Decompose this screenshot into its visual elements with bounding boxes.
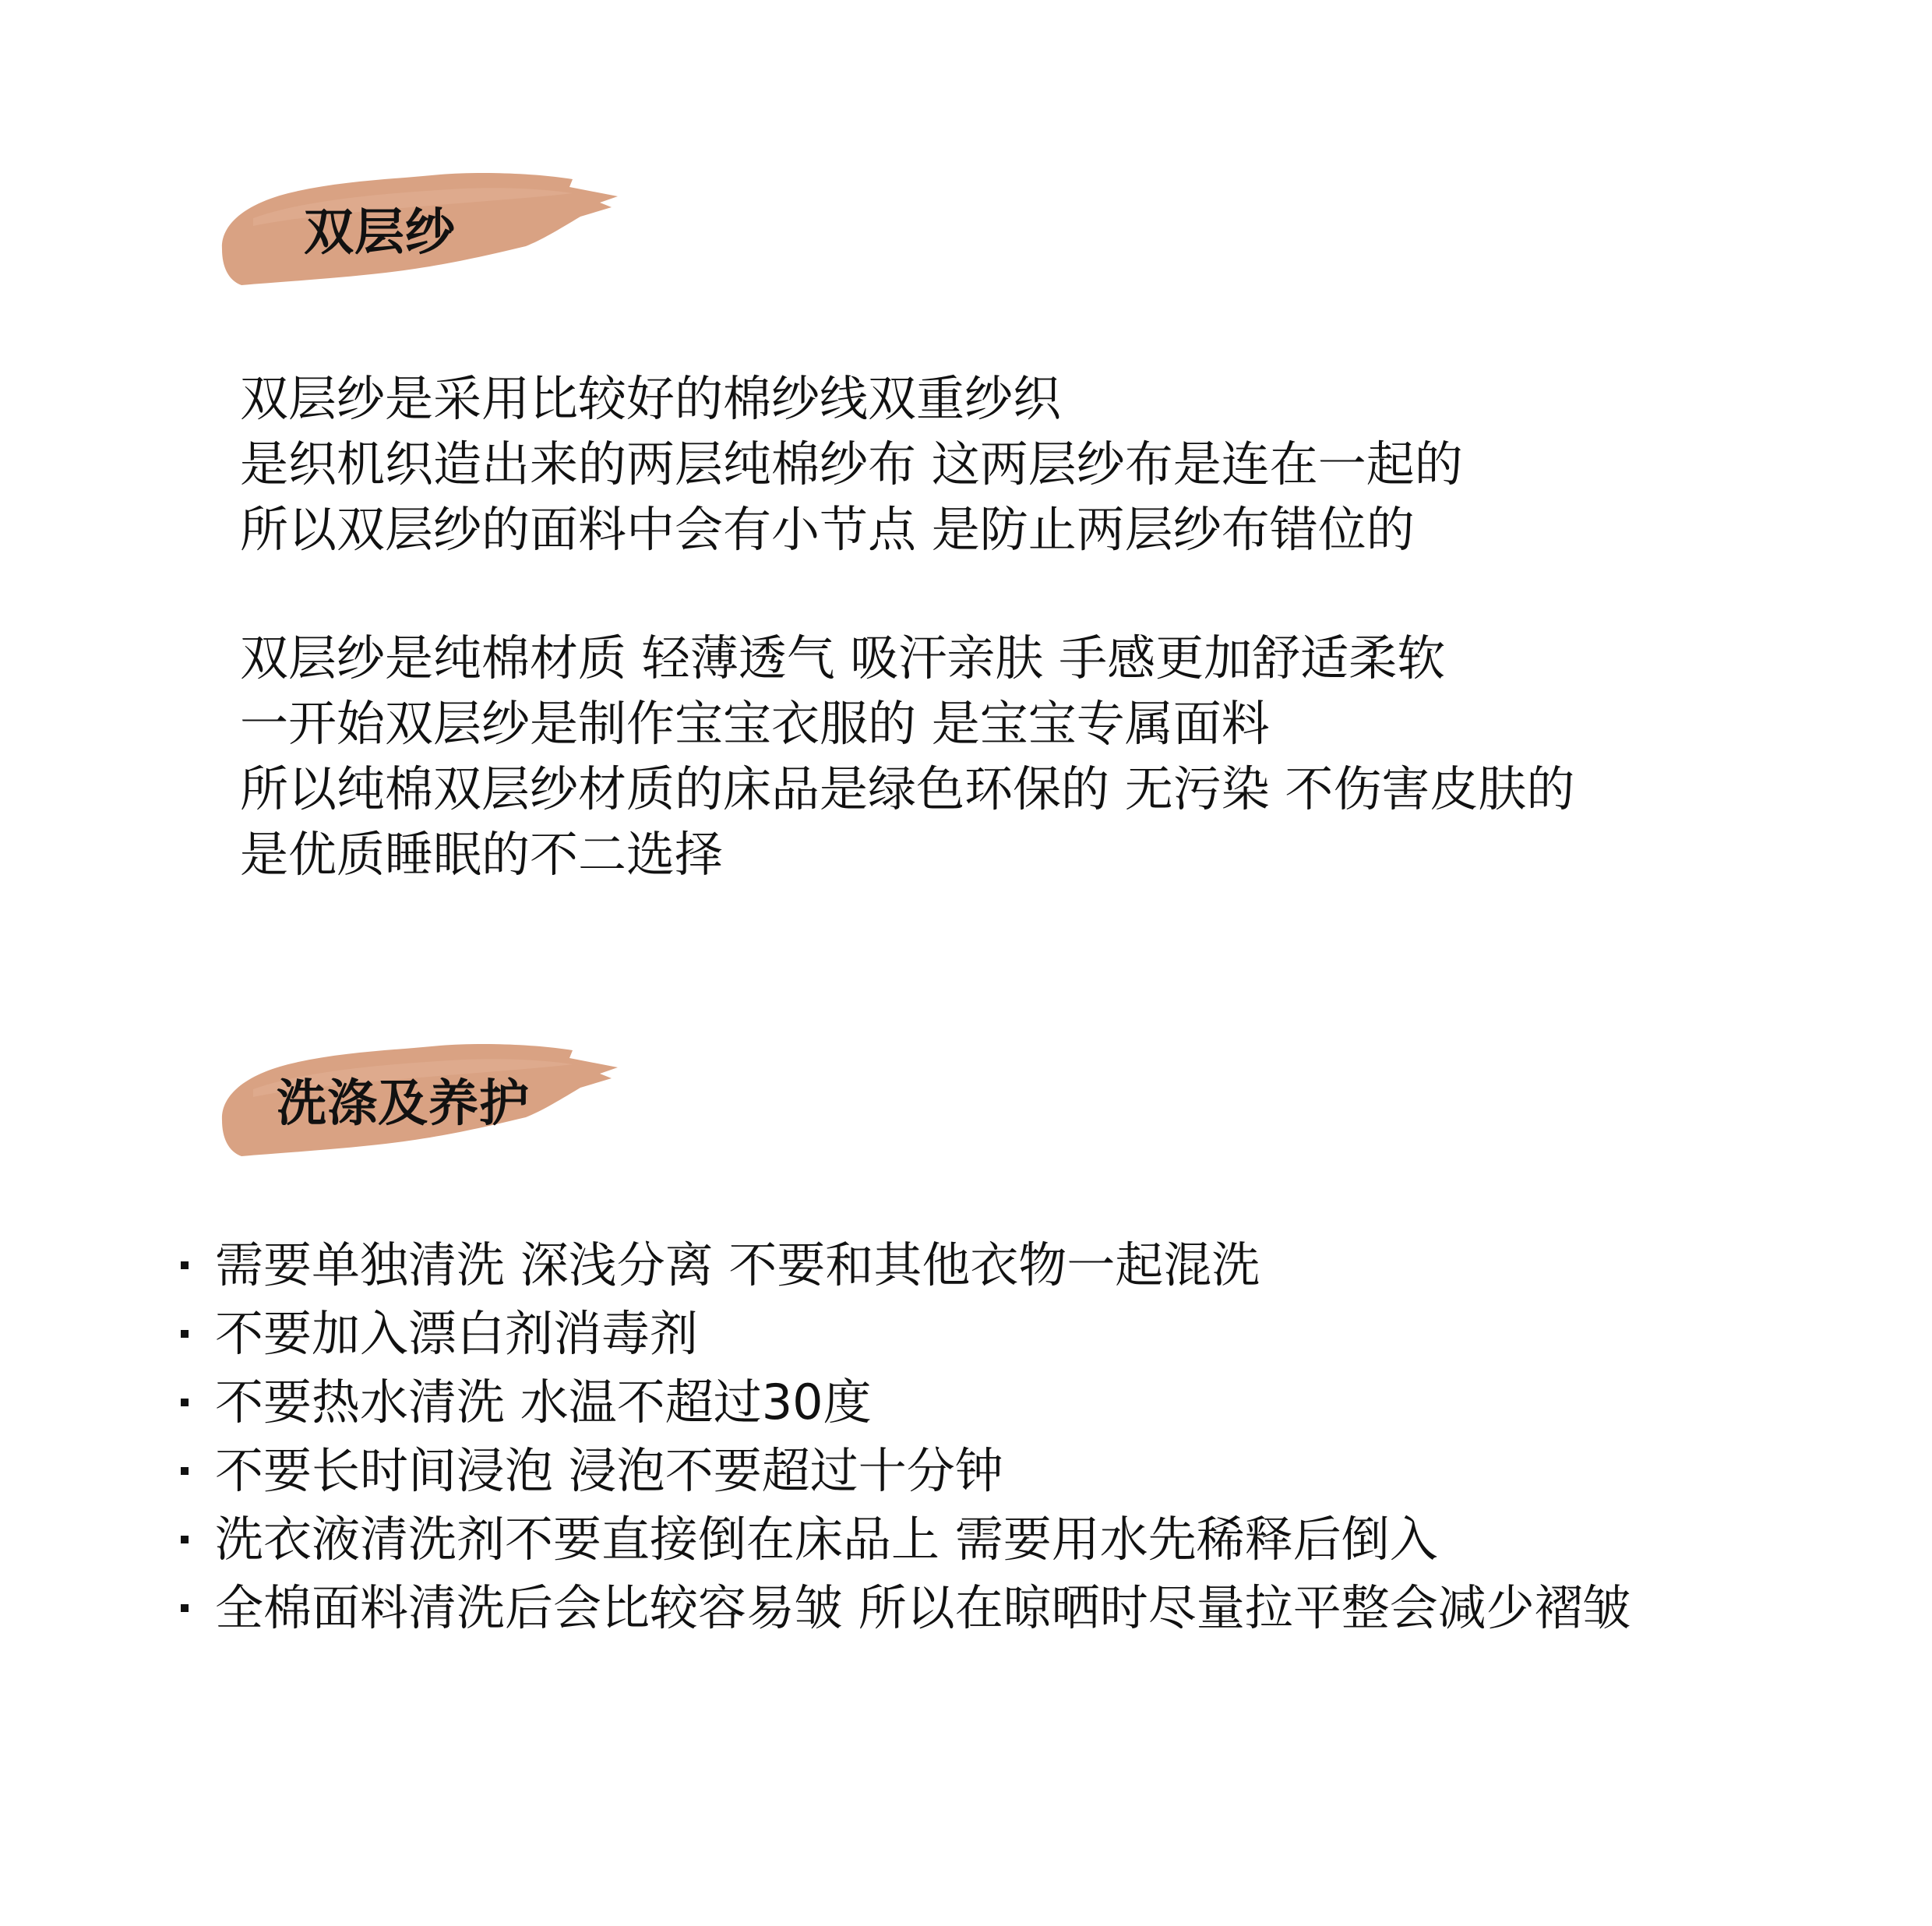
paragraph-line: 是织机织造出来的两层纯棉纱布 这两层纱布是连在一起的 — [240, 436, 1463, 492]
bullet-icon — [181, 1261, 189, 1269]
bullet-icon — [181, 1330, 189, 1338]
bullet-icon — [181, 1604, 189, 1612]
list-item — [181, 1437, 1918, 1505]
section-header-fabric — [206, 156, 627, 300]
bullet-icon — [181, 1399, 189, 1406]
paragraph-line: 一开始双层纱是制作宝宝衣服的 是宝宝专属面料 — [240, 695, 1270, 752]
list-item — [181, 1574, 1918, 1642]
list-item-text: 需要单独清洗 深浅分离 不要和其他衣物一起混洗 — [215, 1236, 1260, 1293]
fabric-description-paragraph-2 — [240, 626, 1907, 887]
list-item — [181, 1300, 1918, 1368]
list-item-text: 洗衣液清洗剂不要直接倒在床品上 需要用水先稀释后倒入 — [215, 1511, 1438, 1568]
paragraph-line: 是优质睡眠的不二选择 — [240, 826, 724, 883]
fabric-description-paragraph-1 — [240, 366, 1907, 563]
paragraph-line: 所以双层纱的面料中会有小节点 是防止两层纱布错位的 — [240, 501, 1415, 558]
paragraph-line: 双层纱是纯棉材质 轻薄透气 吸汗亲肤 手感更加舒适柔软 — [240, 630, 1446, 686]
list-item — [181, 1368, 1918, 1437]
list-item-text: 不要热水清洗 水温不超过30度 — [215, 1374, 872, 1430]
list-item-text: 不要加入漂白剂消毒剂 — [215, 1305, 699, 1362]
list-item — [181, 1231, 1918, 1300]
list-item-text: 全棉面料清洗后会比较容易皱 所以在晾晒时尽量拉平整会减少褶皱 — [215, 1579, 1631, 1636]
list-item-text: 不要长时间浸泡 浸泡不要超过十分钟 — [215, 1442, 1003, 1499]
section-title: 洗涤及养护 — [277, 1074, 530, 1133]
bullet-icon — [181, 1467, 189, 1475]
bullet-icon — [181, 1536, 189, 1543]
paragraph-line: 双层纱是采用比较好的棉纱线双重纱织 — [240, 370, 1062, 427]
list-item — [181, 1505, 1918, 1574]
section-title: 双层纱 — [304, 203, 456, 262]
paragraph-line: 所以纯棉双层纱材质的床品是绿色环保的 无污染 不伤害皮肤的 — [240, 760, 1575, 817]
care-instructions-list — [181, 1231, 1918, 1642]
section-header-care — [206, 1027, 627, 1171]
